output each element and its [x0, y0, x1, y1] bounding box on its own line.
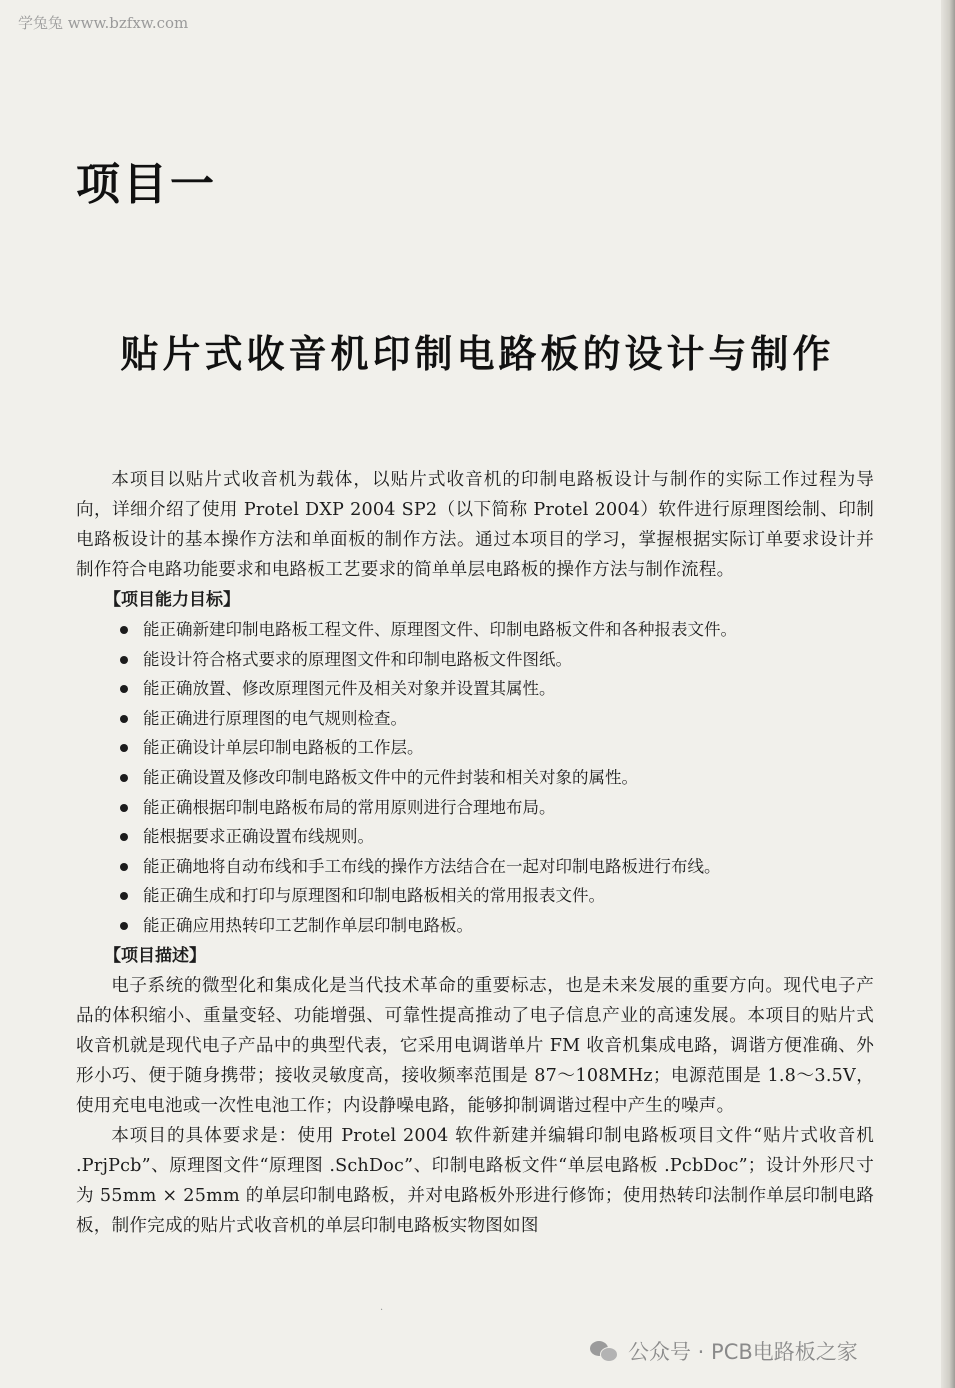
description-paragraph-2: 本项目的具体要求是：使用 Protel 2004 软件新建并编辑印制电路板项目文件“贴片式收音机 .PrjPcb”、原理图文件“原理图 .SchDoc”、印制电路板文件“单层电路板 .PcbDoc”；设计外形尺寸为 55mm × 25mm 的单层印制电路板，并对电路板外形进行修饰；使用热转印法制作单层印制电路板，制作完成的贴片式收音机的单层印制电路板实物图如图 [76, 1125, 874, 1236]
list-item-text: 能正确放置、修改原理图元件及相关对象并设置其属性。 [143, 679, 556, 699]
watermark-bottom [590, 1336, 858, 1366]
list-item-text: 能正确地将自动布线和手工布线的操作方法结合在一起对印制电路板进行布线。 [143, 856, 721, 876]
list-item [76, 615, 874, 645]
bullet-icon [120, 715, 128, 723]
list-item-text: 能正确设计单层印制电路板的工作层。 [143, 738, 424, 758]
list-item-text: 能正确新建印制电路板工程文件、原理图文件、印制电路板文件和各种报表文件。 [143, 620, 737, 639]
list-item-text: 能正确生成和打印与原理图和印制电路板相关的常用报表文件。 [143, 886, 605, 906]
bullet-icon [120, 774, 128, 782]
list-item [76, 911, 874, 941]
wechat-icon [590, 1339, 618, 1363]
bullet-icon [120, 626, 128, 634]
bullet-icon [120, 863, 128, 871]
project-label: 项目一 [76, 159, 217, 210]
list-item [76, 822, 874, 852]
list-item [76, 733, 874, 763]
list-item [76, 674, 874, 704]
bullet-icon [120, 685, 128, 693]
bullet-icon [120, 656, 128, 664]
description-paragraph-1: 电子系统的微型化和集成化是当代技术革命的重要标志，也是未来发展的重要方向。现代电子产品的体积缩小、重量变轻、功能增强、可靠性提高推动了电子信息产业的高速发展。本项目的贴片式收音机就是现代电子产品中的典型代表，它采用电调谐单片 FM 收音机集成电路，调谐方便准确、外形小巧、便于随身携带；接收灵敏度高，接收频率范围是 87～108MHz；电源范围是 1.8～3.5V，使用充电电池或一次性电池工作；内设静噪电路，能够抑制调谐过程中产生的噪声。 [76, 975, 874, 1116]
list-item [76, 704, 874, 734]
chapter-title: 贴片式收音机印制电路板的设计与制作 [120, 332, 835, 376]
list-item-text: 能正确设置及修改印制电路板文件中的元件封装和相关对象的属性。 [143, 767, 638, 787]
list-item [76, 881, 874, 911]
list-item [76, 793, 874, 823]
bullet-icon [120, 804, 128, 812]
ability-list [76, 615, 874, 941]
watermark-top: 学兔兔 www.bzfxw.com [18, 14, 189, 32]
ability-heading: 【项目能力目标】 [104, 590, 240, 610]
list-item-text: 能根据要求正确设置布线规则。 [143, 827, 374, 847]
list-item [76, 763, 874, 793]
list-item-text: 能正确进行原理图的电气规则检查。 [143, 708, 407, 728]
content-body [76, 465, 874, 1241]
watermark-bottom-text: 公众号 · PCB电路板之家 [628, 1340, 858, 1364]
page-edge-shadow [941, 0, 955, 1388]
list-item [76, 645, 874, 675]
scan-speck: · [380, 1305, 384, 1316]
list-item-text: 能正确应用热转印工艺制作单层印制电路板。 [143, 915, 473, 935]
list-item-text: 能正确根据印制电路板布局的常用原则进行合理地布局。 [143, 797, 556, 817]
description-heading: 【项目描述】 [104, 945, 206, 966]
bullet-icon [120, 922, 128, 930]
bullet-icon [120, 744, 128, 752]
intro-paragraph: 本项目以贴片式收音机为载体，以贴片式收音机的印制电路板设计与制作的实际工作过程为导向，详细介绍了使用 Protel DXP 2004 SP2（以下简称 Protel 2004）软件进行原理图绘制、印制电路板设计的基本操作方法和单面板的制作方法。通过本项目的学习，掌握根据实际订单要求设计并制作符合电路功能要求和电路板工艺要求的简单单层电路板的操作方法与制作流程。 [76, 470, 874, 580]
bullet-icon [120, 892, 128, 900]
list-item [76, 852, 874, 882]
bullet-icon [120, 833, 128, 841]
list-item-text: 能设计符合格式要求的原理图文件和印制电路板文件图纸。 [143, 649, 572, 669]
